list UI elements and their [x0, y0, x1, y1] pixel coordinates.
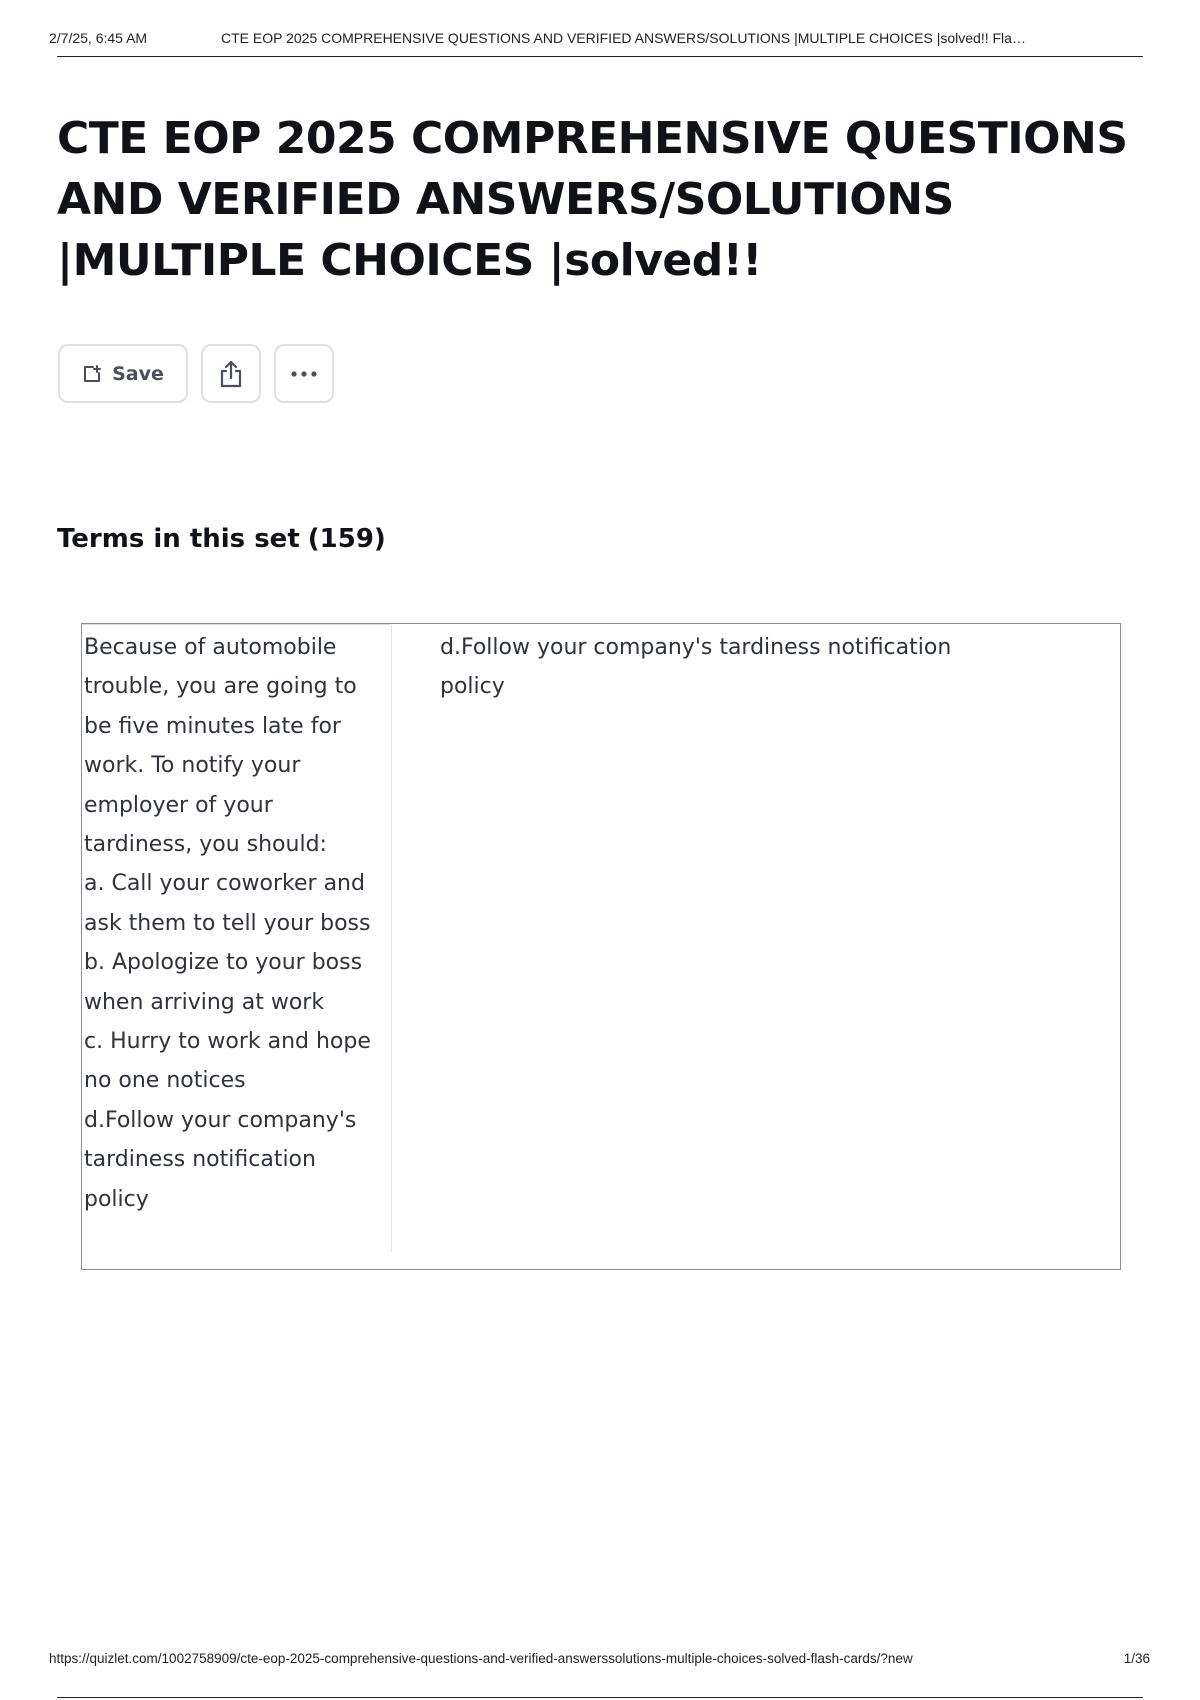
print-footer [49, 1651, 1150, 1666]
print-date: 2/7/25, 6:45 AM [49, 30, 148, 46]
term-column-divider [391, 624, 392, 1252]
more-options-icon [290, 370, 318, 378]
header-divider [57, 56, 1143, 57]
print-header [49, 30, 1143, 46]
share-button[interactable] [201, 344, 261, 403]
set-actions [58, 344, 334, 403]
term-text: Because of automobile trouble, you are going to be five minutes late for work. To notify your employer of your tardiness, you should: a. Call your coworker and ask them to tell your boss b. Apologize to your boss when arriving at work c. Hurry to work and hope no one notices d.Follow your company's tardiness notification policy [84, 635, 371, 1212]
share-icon [217, 359, 245, 389]
footer-divider [57, 1697, 1143, 1698]
term-top-border [82, 624, 390, 625]
print-url: https://quizlet.com/1002758909/cte-eop-2025-comprehensive-questions-and-verified-answerssolutions-multiple-choices-solved-flash-cards/?new [49, 1651, 913, 1666]
terms-count: (159) [307, 524, 386, 554]
save-button[interactable] [58, 344, 188, 403]
term-card [81, 623, 1121, 1270]
save-button-label: Save [112, 362, 164, 385]
more-options-button[interactable] [274, 344, 334, 403]
definition-text: d.Follow your company's tardiness notification policy [440, 635, 952, 700]
save-folder-icon [82, 364, 102, 384]
terms-heading [57, 519, 386, 559]
print-title: CTE EOP 2025 COMPREHENSIVE QUESTIONS AND VERIFIED ANSWERS/SOLUTIONS |MULTIPLE CHOICES |solved!! Fla… [221, 30, 1026, 46]
page-title: CTE EOP 2025 COMPREHENSIVE QUESTIONS AND VERIFIED ANSWERS/SOLUTIONS |MULTIPLE CHOICES |solved!! [57, 113, 1128, 286]
print-page-number: 1/36 [1123, 1651, 1150, 1666]
terms-heading-label: Terms in this set [57, 524, 300, 554]
